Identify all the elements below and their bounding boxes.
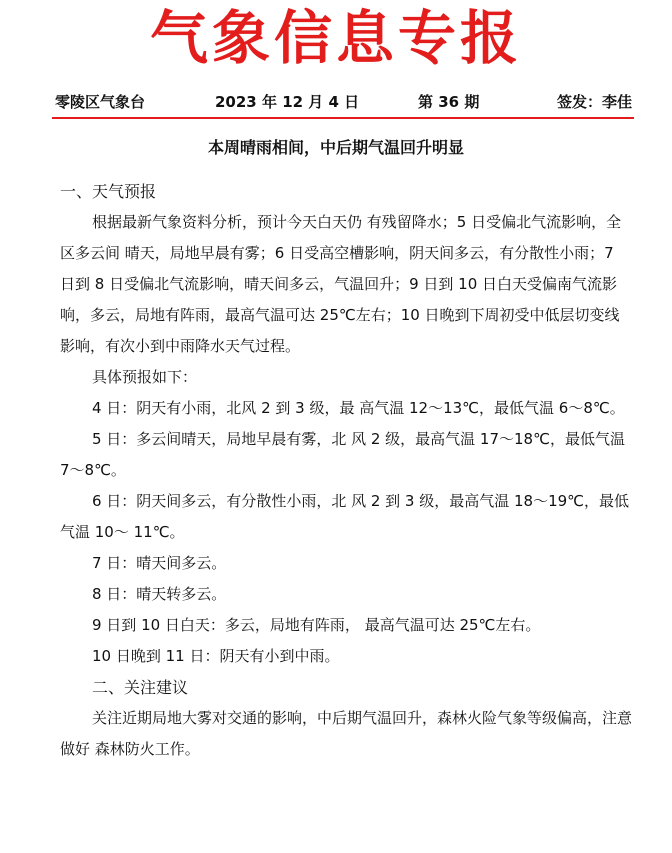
issue-number: 第 36 期 <box>418 93 480 111</box>
masthead-title: 气象信息专报 <box>149 4 522 72</box>
issue-info-bar <box>55 90 632 114</box>
bulletin-headline: 本周晴雨相间，中后期气温回升明显 <box>207 138 464 157</box>
daily-forecast-item: 5 日：多云间晴天，局地早晨有雾，北 风 2 级，最高气温 17～18℃，最低气温 7～8℃。 <box>60 430 625 479</box>
forecast-detail-intro: 具体预报如下： <box>92 368 198 386</box>
forecast-summary: 根据最新气象资料分析，预计今天白天仍 有残留降水；5 日受偏北气流影响，全区多云间 晴天，局地早晨有雾；6 日受高空槽影响，阴天间多云，有分散性小雨；7 日到 8 日受偏北气流影响，晴天间多云，气温回升；9 日到 10 日白天受偏南气流影响，多云，局地有阵雨，最高气温可达 25℃左右；10 日晚到下周初受中低层切变线影响，有次小到中雨降水天气过程。 <box>60 213 622 355</box>
section-heading-advice: 二、关注建议 <box>92 678 189 697</box>
issuing-office: 零陵区气象台 <box>55 93 146 111</box>
header-divider <box>52 117 634 119</box>
signer: 签发：李佳 <box>556 93 632 111</box>
daily-forecast-item: 8 日：晴天转多云。 <box>92 585 227 603</box>
daily-forecast-item: 4 日：阴天有小雨，北风 2 到 3 级，最 高气温 12～13℃，最低气温 6～8℃。 <box>92 399 625 417</box>
bulletin-body <box>60 176 632 765</box>
daily-forecast-item: 10 日晚到 11 日：阴天有小到中雨。 <box>92 647 340 665</box>
daily-forecast-item: 6 日：阴天间多云，有分散性小雨，北 风 2 到 3 级，最高气温 18～19℃，最低气温 10～ 11℃。 <box>60 492 630 541</box>
daily-forecast-item: 9 日到 10 日白天：多云，局地有阵雨， 最高气温可达 25℃左右。 <box>92 616 541 634</box>
issue-date: 2023 年 12 月 4 日 <box>215 93 360 111</box>
section-heading-forecast: 一、天气预报 <box>60 182 157 201</box>
advice-text: 关注近期局地大雾对交通的影响，中后期气温回升，森林火险气象等级偏高，注意做好 森林防火工作。 <box>60 709 633 758</box>
daily-forecast-item: 7 日：晴天间多云。 <box>92 554 227 572</box>
